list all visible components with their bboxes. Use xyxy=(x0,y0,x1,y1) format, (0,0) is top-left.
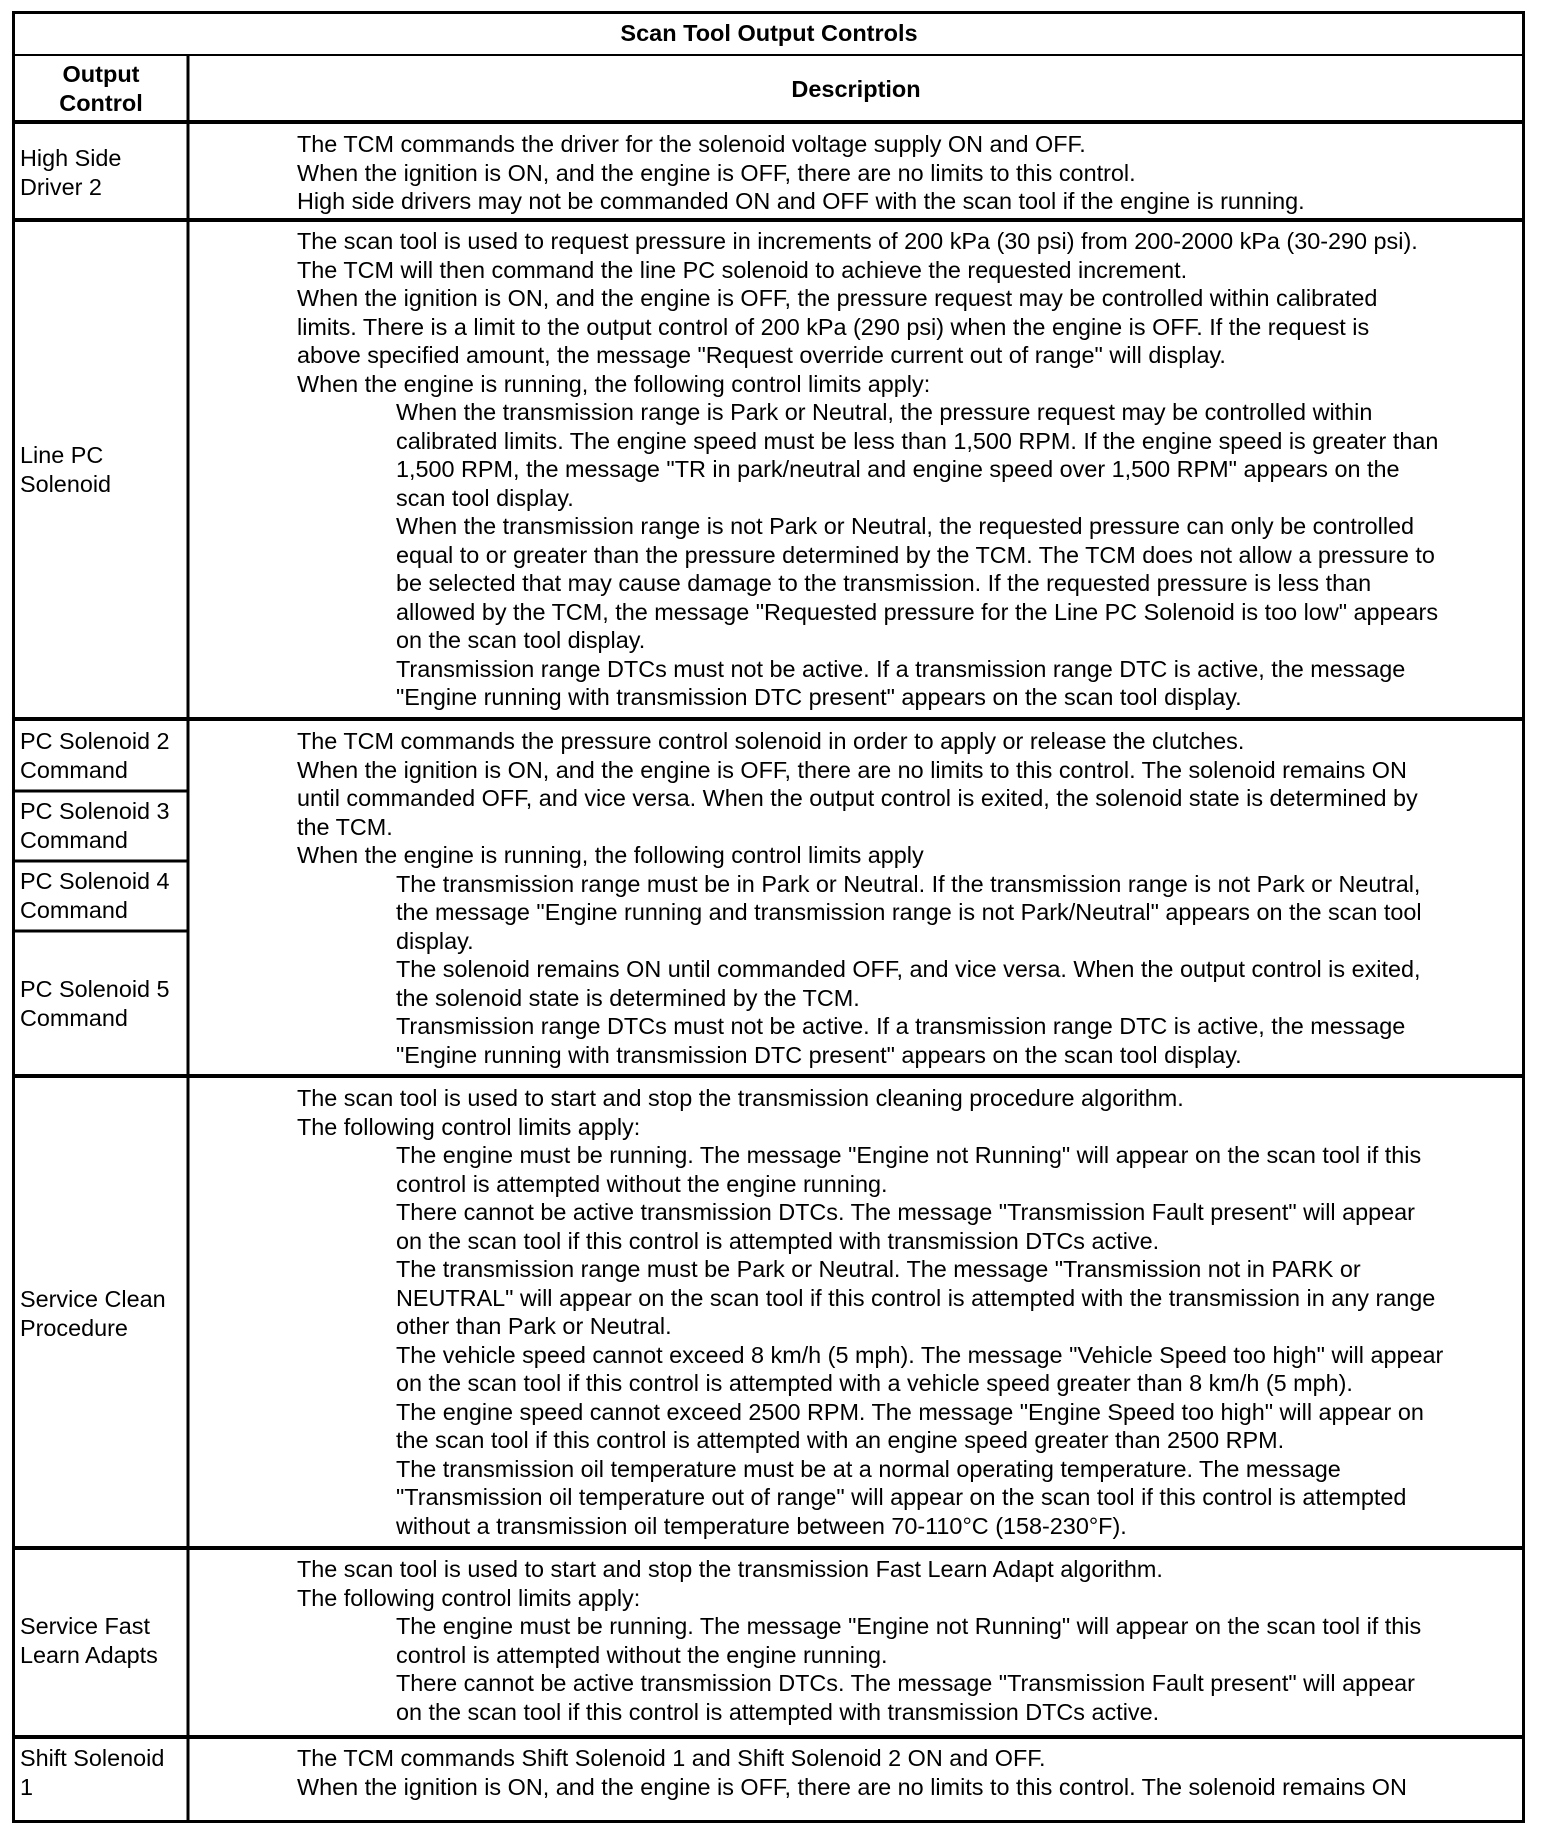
output-control-line: Command xyxy=(20,826,128,853)
output-control-service-clean-procedure xyxy=(20,1285,166,1342)
description-line: When the ignition is ON, and the engine is OFF, there are no limits to this control. xyxy=(297,159,1136,186)
description-line: other than Park or Neutral. xyxy=(396,1313,672,1339)
output-control-pc-solenoid-2-command xyxy=(20,727,170,784)
output-control-line: PC Solenoid 3 xyxy=(20,798,170,824)
description-line: NEUTRAL" will appear on the scan tool if this control is attempted with the transmission in any range xyxy=(396,1284,1436,1311)
description-line: There cannot be active transmission DTCs. The message "Transmission Fault present" will appear xyxy=(396,1670,1415,1696)
output-control-line: PC Solenoid 2 xyxy=(20,728,170,754)
description-line: Transmission range DTCs must not be active. If a transmission range DTC is active, the message xyxy=(396,655,1406,682)
description-line: limits. There is a limit to the output control of 200 kPa (290 psi) when the engine is OFF. If the request is xyxy=(297,313,1370,340)
description-line: calibrated limits. The engine speed must be less than 1,500 RPM. If the engine speed is greater than xyxy=(396,427,1439,454)
output-control-line: Procedure xyxy=(20,1314,128,1341)
description-line: "Engine running with transmission DTC present" appears on the scan tool display. xyxy=(396,1041,1242,1068)
description-line: allowed by the TCM, the message "Requested pressure for the Line PC Solenoid is too low" appears xyxy=(396,598,1439,625)
output-control-line: PC Solenoid 4 xyxy=(20,868,170,894)
description-line: The vehicle speed cannot exceed 8 km/h (5 mph). The message "Vehicle Speed too high" will appear xyxy=(396,1341,1444,1368)
description-line: scan tool display. xyxy=(396,484,574,511)
header-output-control-line2: Control xyxy=(59,89,143,116)
description-line: The following control limits apply: xyxy=(297,1113,641,1140)
output-control-line: Learn Adapts xyxy=(20,1641,158,1668)
description-line: When the ignition is ON, and the engine is OFF, there are no limits to this control. The solenoid remains ON xyxy=(297,1773,1407,1800)
description-line: The scan tool is used to request pressure in increments of 200 kPa (30 psi) from 200-2000 kPa (30-290 psi). xyxy=(297,228,1418,254)
output-control-line: Shift Solenoid xyxy=(20,1745,165,1771)
output-control-line: Command xyxy=(20,756,128,783)
description-line: the solenoid state is determined by the TCM. xyxy=(396,984,860,1011)
output-control-line: Command xyxy=(20,896,128,923)
description-line: When the transmission range is Park or Neutral, the pressure request may be controlled within xyxy=(396,399,1373,425)
description-line: 1,500 RPM, the message "TR in park/neutral and engine speed over 1,500 RPM" appears on the xyxy=(396,456,1400,482)
description-line: The transmission oil temperature must be at a normal operating temperature. The message xyxy=(396,1455,1341,1482)
description-line: The engine must be running. The message "Engine not Running" will appear on the scan tool if this xyxy=(396,1613,1422,1639)
description-line: on the scan tool if this control is attempted with transmission DTCs active. xyxy=(396,1698,1160,1725)
header-output-control xyxy=(14,60,188,117)
description-line: until commanded OFF, and vice versa. When the output control is exited, the solenoid state is determined by xyxy=(297,785,1418,811)
description-line: on the scan tool if this control is attempted with a vehicle speed greater than 8 km/h (5 mph). xyxy=(396,1370,1353,1396)
description-line: the message "Engine running and transmission range is not Park/Neutral" appears on the scan tool xyxy=(396,899,1422,925)
output-control-shift-solenoid-1 xyxy=(20,1744,164,1801)
description-line: control is attempted without the engine running. xyxy=(396,1641,888,1668)
description-line: High side drivers may not be commanded ON and OFF with the scan tool if the engine is running. xyxy=(297,188,1305,214)
description-line: "Engine running with transmission DTC present" appears on the scan tool display. xyxy=(396,684,1242,710)
description-line: equal to or greater than the pressure determined by the TCM. The TCM does not allow a pressure to xyxy=(396,541,1435,568)
output-control-line: Command xyxy=(20,1004,128,1031)
description-line: When the engine is running, the following control limits apply: xyxy=(297,370,931,397)
output-control-line: Solenoid xyxy=(20,470,112,497)
description-line: above specified amount, the message "Request override current out of range" will display. xyxy=(297,342,1226,368)
table-title: Scan Tool Output Controls xyxy=(620,20,918,46)
output-control-service-fast-learn-adapts xyxy=(20,1612,158,1669)
output-control-line: Service Fast xyxy=(20,1613,150,1639)
description-line: the TCM. xyxy=(297,813,393,840)
output-control-line: PC Solenoid 5 xyxy=(20,976,170,1002)
description-line: The scan tool is used to start and stop the transmission cleaning procedure algorithm. xyxy=(297,1085,1184,1111)
description-line: The transmission range must be in Park or Neutral. If the transmission range is not Park or Neutral, xyxy=(396,870,1421,897)
output-control-line: Service Clean xyxy=(20,1286,166,1312)
description-line: The following control limits apply: xyxy=(297,1584,641,1611)
description-line: The TCM will then command the line PC solenoid to achieve the requested increment. xyxy=(297,256,1188,283)
description-line: without a transmission oil temperature between 70-110°C (158-230°F). xyxy=(396,1512,1127,1539)
description-line: "Transmission oil temperature out of range" will appear on the scan tool if this control is attempted xyxy=(396,1484,1407,1510)
description-line: The engine speed cannot exceed 2500 RPM. The message "Engine Speed too high" will appear on xyxy=(396,1398,1424,1425)
description-line: control is attempted without the engine running. xyxy=(396,1170,888,1197)
description-line: The TCM commands the driver for the solenoid voltage supply ON and OFF. xyxy=(297,131,1086,157)
description-line: When the ignition is ON, and the engine is OFF, the pressure request may be controlled within calibrated xyxy=(297,285,1378,311)
output-control-pc-solenoid-3-command xyxy=(20,797,170,854)
header-output-control-line1: Output xyxy=(62,61,140,87)
description-line: on the scan tool if this control is attempted with transmission DTCs active. xyxy=(396,1227,1160,1254)
output-control-high-side-driver-2 xyxy=(20,144,121,201)
description-line: Transmission range DTCs must not be active. If a transmission range DTC is active, the message xyxy=(396,1013,1406,1039)
description-line: When the ignition is ON, and the engine is OFF, there are no limits to this control. The solenoid remains ON xyxy=(297,756,1407,783)
description-line: The TCM commands the pressure control solenoid in order to apply or release the clutches. xyxy=(297,728,1245,754)
output-control-pc-solenoid-5-command xyxy=(20,975,170,1032)
output-control-line-pc-solenoid xyxy=(20,441,111,498)
output-control-line: Driver 2 xyxy=(20,173,102,200)
output-control-line: High Side xyxy=(20,145,122,171)
description-line: The engine must be running. The message "Engine not Running" will appear on the scan tool if this xyxy=(396,1142,1422,1168)
output-control-pc-solenoid-4-command xyxy=(20,867,170,924)
header-description: Description xyxy=(791,76,921,102)
description-line: The scan tool is used to start and stop the transmission Fast Learn Adapt algorithm. xyxy=(297,1556,1163,1582)
description-line: be selected that may cause damage to the transmission. If the requested pressure is less than xyxy=(396,570,1372,596)
output-control-line: Line PC xyxy=(20,442,104,468)
output-control-line: 1 xyxy=(20,1773,34,1800)
description-line: When the transmission range is not Park or Neutral, the requested pressure can only be controlled xyxy=(396,513,1415,539)
description-line: The TCM commands Shift Solenoid 1 and Shift Solenoid 2 ON and OFF. xyxy=(297,1745,1046,1771)
description-line: The solenoid remains ON until commanded OFF, and vice versa. When the output control is exited, xyxy=(396,956,1421,982)
description-line: the scan tool if this control is attempted with an engine speed greater than 2500 RPM. xyxy=(396,1427,1285,1453)
description-line: When the engine is running, the following control limits apply xyxy=(297,842,924,868)
description-line: display. xyxy=(396,927,474,954)
description-line: The transmission range must be Park or Neutral. The message "Transmission not in PARK or xyxy=(396,1256,1361,1282)
description-line: on the scan tool display. xyxy=(396,627,646,653)
description-line: There cannot be active transmission DTCs. The message "Transmission Fault present" will appear xyxy=(396,1199,1415,1225)
